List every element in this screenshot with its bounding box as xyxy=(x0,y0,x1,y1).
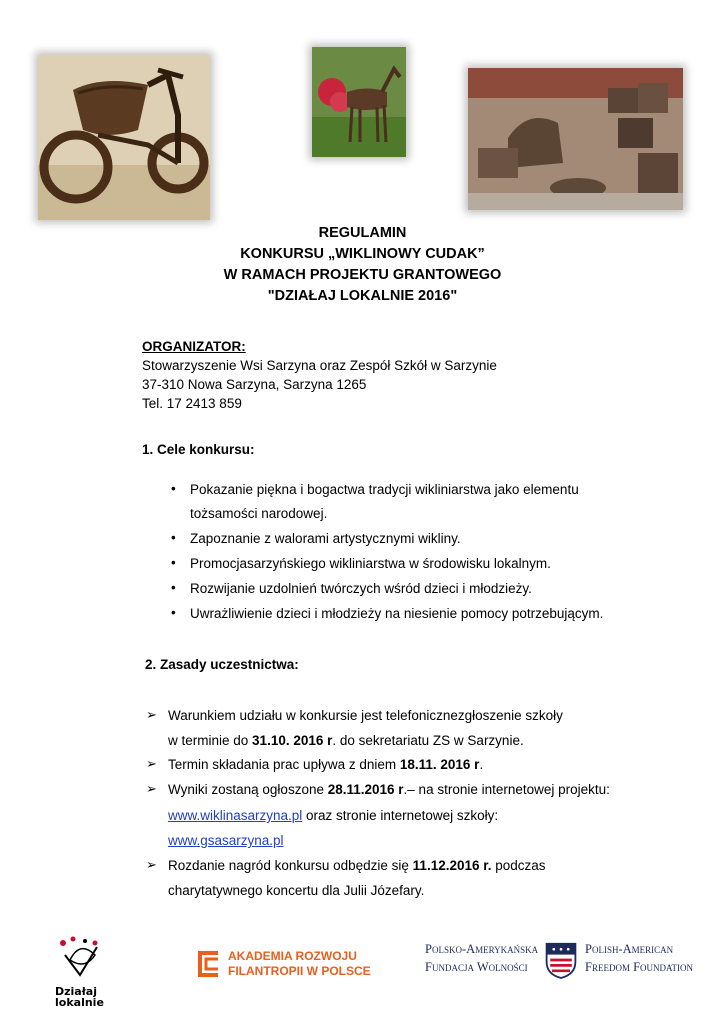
arrow-bullet-icon: ➢ xyxy=(146,756,157,771)
arrow-bullet-icon: ➢ xyxy=(146,707,157,722)
rule-item-continued xyxy=(168,731,524,750)
dzialaj-text: Działaj xyxy=(55,985,98,998)
dzialaj-lokalnie-logo xyxy=(55,935,105,1009)
organizer-phone: Tel. 17 2413 859 xyxy=(142,396,242,411)
flag-shield-icon xyxy=(543,940,579,980)
goals-heading: 1. Cele konkursu: xyxy=(142,442,255,457)
goal-item: Zapoznanie z walorami artystycznymi wikliny. xyxy=(190,531,461,546)
submission-date: 18.11. 2016 r xyxy=(399,757,480,772)
rule-item xyxy=(168,755,483,774)
wicker-tricycle-image xyxy=(38,55,210,220)
deadline-date: 31.10. 2016 r xyxy=(252,733,333,748)
organizer-address: 37-310 Nowa Sarzyna, Sarzyna 1265 xyxy=(142,377,367,392)
rule-text: Rozdanie nagród konkursu odbędzie się xyxy=(168,858,413,873)
goal-item: Pokazanie piękna i bogactwa tradycji wikliniarstwa jako elementu xyxy=(190,482,579,497)
project-subtitle: W RAMACH PROJEKTU GRANTOWEGO xyxy=(223,267,502,283)
school-website-link[interactable]: www.gsasarzyna.pl xyxy=(168,833,284,848)
rule-item xyxy=(168,856,546,875)
rule-text: podczas xyxy=(491,858,546,873)
rule-text: . do sekretariatu ZS w Sarzynie. xyxy=(332,733,524,748)
results-date: 28.11.2016 r xyxy=(327,782,404,797)
rule-item xyxy=(168,780,610,799)
arrow-bullet-icon: ➢ xyxy=(146,857,157,872)
wicker-goods-image xyxy=(468,68,683,210)
rule-text: Wyniki zostaną ogłoszone xyxy=(168,782,328,797)
wicker-goat-image xyxy=(312,47,406,157)
rule-item-continued xyxy=(168,831,284,850)
goal-item-continued: tożsamości narodowej. xyxy=(190,506,328,521)
rule-item-continued: charytatywnego koncertu dla Julii Józefary. xyxy=(168,883,425,898)
akademia-line2: FILANTROPII W POLSCE xyxy=(228,964,371,978)
rule-text: Termin składania prac upływa z dniem xyxy=(168,757,400,772)
arrow-bullet-icon: ➢ xyxy=(146,781,157,796)
bullet-icon: • xyxy=(171,605,176,620)
rule-item: Warunkiem udziału w konkursie jest telefonicznezgłoszenie szkoły xyxy=(168,708,563,723)
paff-line1: Polish-American xyxy=(585,942,674,956)
akademia-icon xyxy=(196,951,222,977)
pafw-line1: Polsko-Amerykańska xyxy=(425,942,539,956)
goal-item: Rozwijanie uzdolnień twórczych wśród dzieci i młodzieży. xyxy=(190,581,532,596)
paff-line2: Freedom Foundation xyxy=(585,960,694,974)
wicker-tricycle-photo xyxy=(38,55,210,220)
ceremony-date: 11.12.2016 r. xyxy=(412,858,492,873)
project-website-link[interactable]: www.wiklinasarzyna.pl xyxy=(168,808,303,823)
freedom-foundation-logo xyxy=(425,940,700,985)
organizer-name: Stowarzyszenie Wsi Sarzyna oraz Zespół Szkół w Sarzynie xyxy=(142,358,497,373)
wicker-goat-photo xyxy=(312,47,406,157)
rules-heading: 2. Zasady uczestnictwa: xyxy=(145,657,299,672)
rule-text: .– na stronie internetowej projektu: xyxy=(403,782,610,797)
contest-name: KONKURSU „WIKLINOWY CUDAK” xyxy=(240,246,485,262)
bullet-icon: • xyxy=(171,530,176,545)
bullet-icon: • xyxy=(171,555,176,570)
rule-item-continued xyxy=(168,806,498,825)
dzialaj-lokalnie-icon xyxy=(55,935,105,980)
akademia-line1: AKADEMIA ROZWOJU xyxy=(228,949,357,963)
akademia-logo xyxy=(196,949,376,979)
goal-item: Promocjasarzyńskiego wikliniarstwa w środowisku lokalnym. xyxy=(190,556,551,571)
bullet-icon: • xyxy=(171,580,176,595)
pafw-line2: Fundacja Wolności xyxy=(425,960,528,974)
document-title: REGULAMIN xyxy=(318,225,407,241)
lokalnie-text: lokalnie xyxy=(55,996,104,1009)
rule-text: w terminie do xyxy=(168,733,253,748)
program-name: "DZIAŁAJ LOKALNIE 2016" xyxy=(267,288,458,304)
bullet-icon: • xyxy=(171,481,176,496)
wicker-goods-photo xyxy=(468,68,683,210)
organizer-heading: ORGANIZATOR: xyxy=(142,339,246,354)
goal-item: Uwrażliwienie dzieci i młodzieży na niesienie pomocy potrzebującym. xyxy=(190,606,604,621)
rule-text: oraz stronie internetowej szkoły: xyxy=(302,808,499,823)
rule-text: . xyxy=(479,757,484,772)
